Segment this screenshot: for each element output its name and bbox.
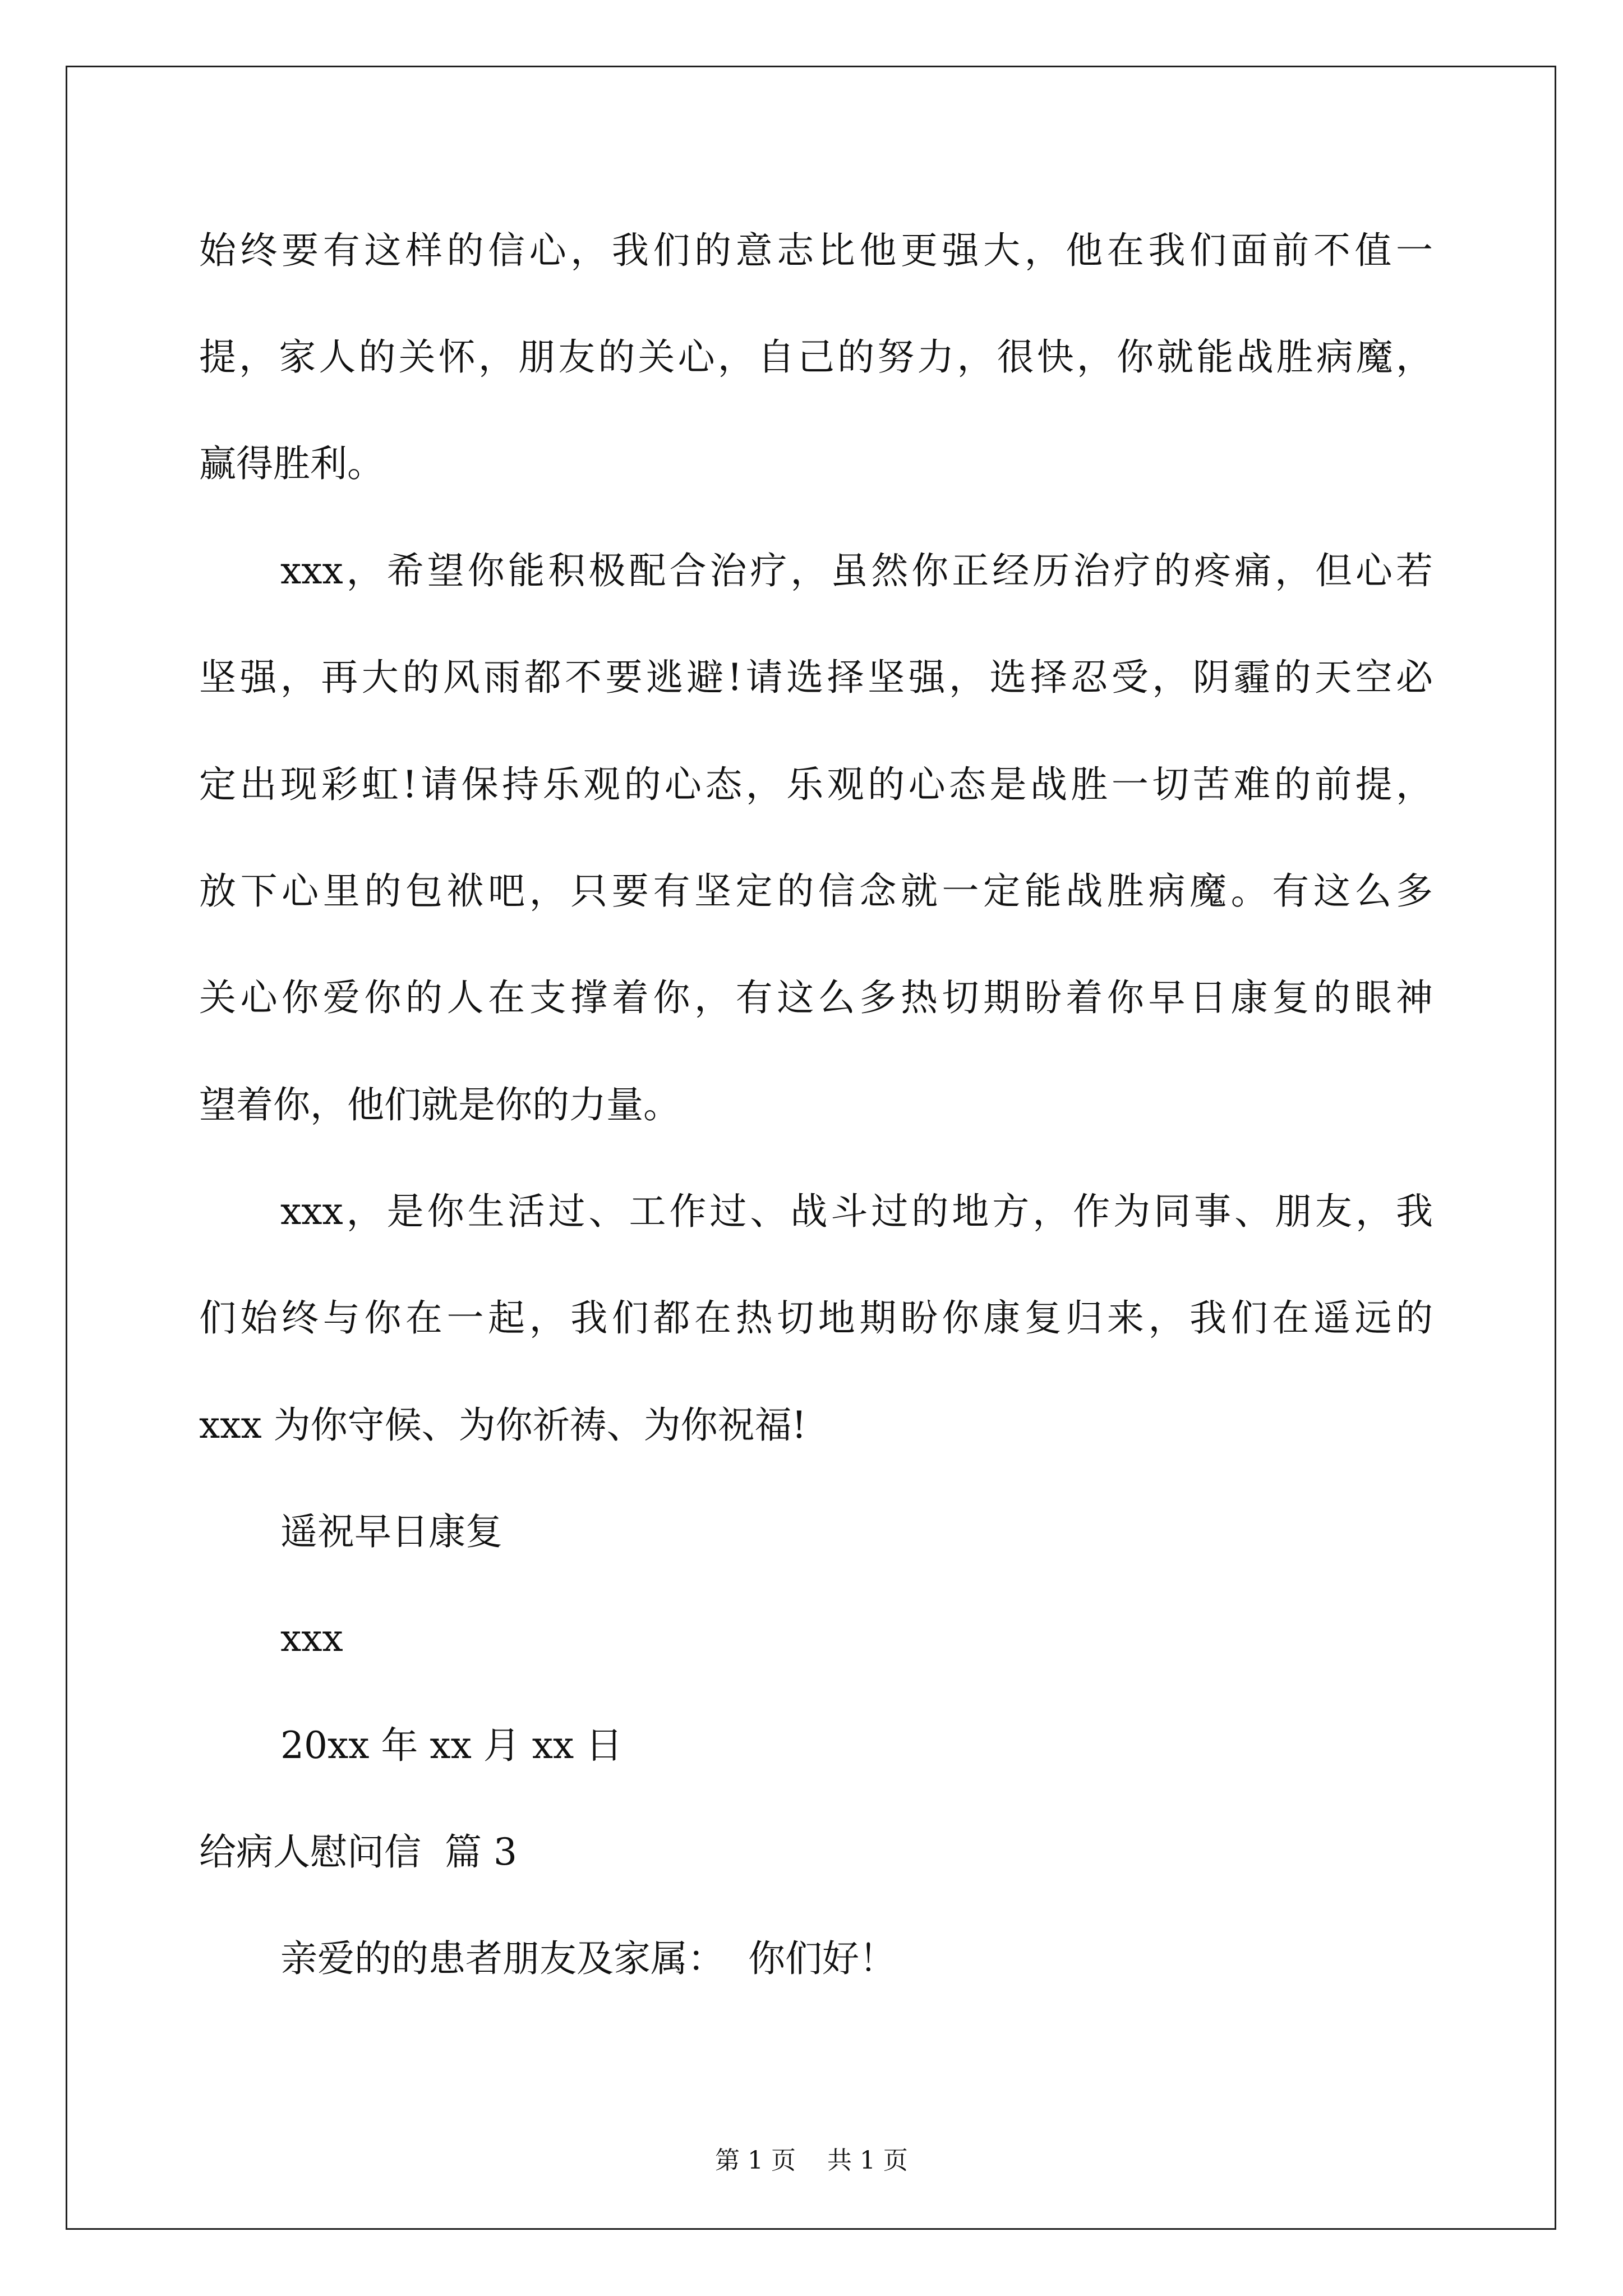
paragraph-2-line-2: 坚强，再大的风雨都不要逃避!请选择坚强，选择忍受，阴霾的天空必: [199, 656, 1433, 699]
paragraph-2-line-4: 放下心里的包袱吧，只要有坚定的信念就一定能战胜病魔。有这么多: [199, 869, 1433, 913]
paragraph-3-line-2: 们始终与你在一起，我们都在热切地期盼你康复归来，我们在遥远的: [199, 1296, 1433, 1340]
paragraph-2-line-6: 望着你，他们就是你的力量。: [199, 1083, 680, 1126]
paragraph-2-line-5: 关心你爱你的人在支撑着你，有这么多热切期盼着你早日康复的眼神: [199, 976, 1433, 1019]
paragraph-3-line-3: xxx 为你守候、为你祈祷、为你祝福!: [199, 1404, 807, 1447]
page-number-footer: 第 1 页 共 1 页: [715, 2146, 908, 2175]
closing-signer: xxx: [280, 1617, 343, 1660]
paragraph-2-line-3: 定出现彩虹!请保持乐观的心态，乐观的心态是战胜一切苦难的前提，: [199, 763, 1433, 806]
paragraph-1-line-3: 赢得胜利。: [199, 442, 384, 485]
paragraph-2-line-1: xxx，希望你能积极配合治疗，虽然你正经历治疗的疼痛，但心若: [280, 549, 1433, 592]
paragraph-1-line-1: 始终要有这样的信心，我们的意志比他更强大，他在我们面前不值一: [199, 229, 1433, 272]
closing-wish: 遥祝早日康复: [280, 1510, 502, 1553]
section-title: 给病人慰问信 篇 3: [199, 1830, 517, 1874]
paragraph-1-line-2: 提，家人的关怀，朋友的关心，自己的努力，很快，你就能战胜病魔，: [199, 335, 1433, 379]
closing-date: 20xx 年 xx 月 xx 日: [280, 1724, 623, 1767]
paragraph-3-line-1: xxx，是你生活过、工作过、战斗过的地方，作为同事、朋友，我: [280, 1190, 1433, 1233]
page-border: [66, 66, 1556, 2230]
greeting: 亲爱的的患者朋友及家属： 你们好！: [280, 1937, 896, 1980]
